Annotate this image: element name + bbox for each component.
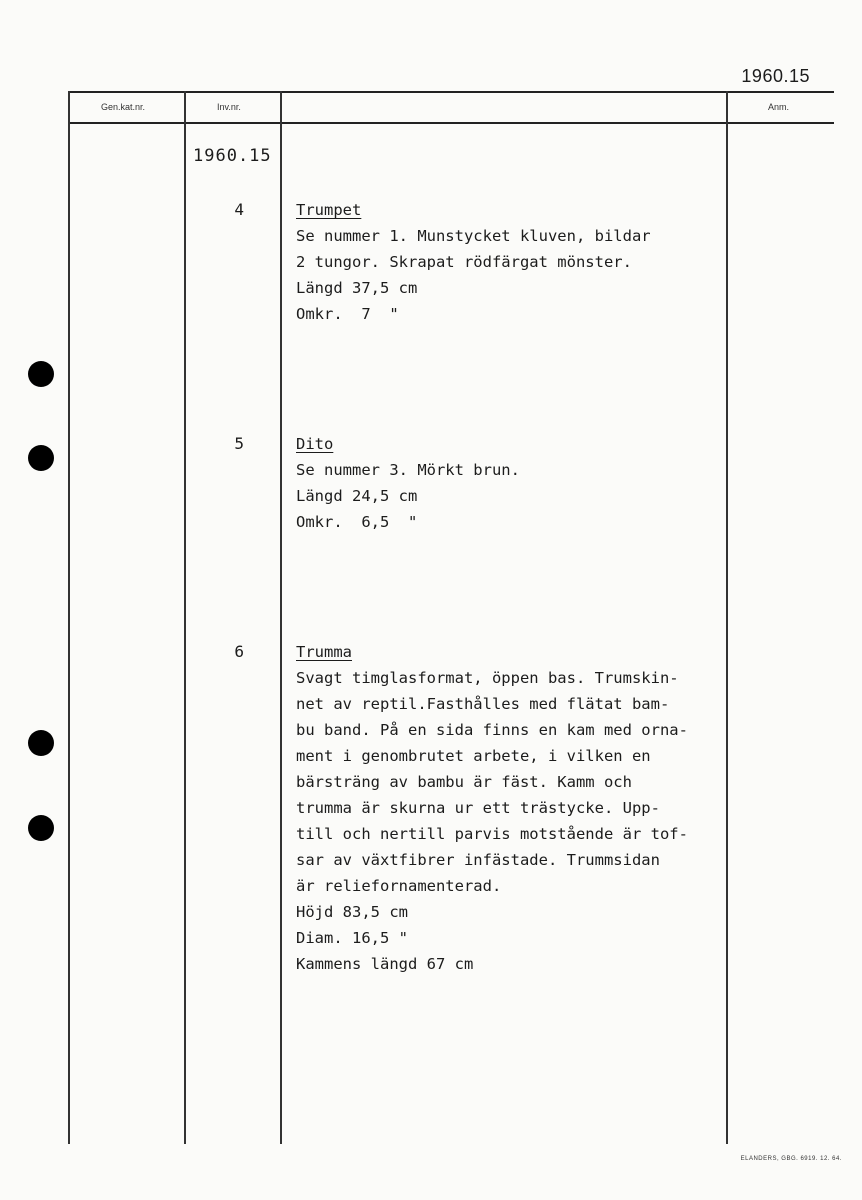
entry-line: Längd 37,5 cm <box>296 279 418 297</box>
printer-mark: ELANDERS, GBG. 6919. 12. 64. <box>740 1156 842 1162</box>
entry-line: Höjd 83,5 cm <box>296 903 408 921</box>
entry-line: Diam. 16,5 " <box>296 929 408 947</box>
punch-hole <box>28 815 54 841</box>
entry-line: Längd 24,5 cm <box>296 487 418 505</box>
entry-title: Trumma <box>296 643 352 661</box>
entry-number: 4 <box>234 200 244 219</box>
header-top-rule <box>68 91 834 93</box>
entry-trumpet <box>296 197 736 327</box>
entry-line: bärsträng av bambu är fäst. Kamm och <box>296 773 632 791</box>
column-divider-left <box>68 91 70 1144</box>
column-divider-text <box>280 91 282 1144</box>
entry-line: Omkr. 6,5 " <box>296 513 418 531</box>
entry-line: bu band. På en sida finns en kam med orna- <box>296 721 688 739</box>
catalog-number: 1960.15 <box>741 66 810 86</box>
entry-line: sar av växtfibrer infästade. Trummsidan <box>296 851 660 869</box>
header-bottom-rule <box>68 122 834 124</box>
entry-number: 5 <box>234 434 244 453</box>
entry-line: Kammens längd 67 cm <box>296 955 474 973</box>
inv-number: 1960.15 <box>193 146 272 166</box>
entry-line: ment i genombrutet arbete, i vilken en <box>296 747 651 765</box>
entry-title: Dito <box>296 435 334 453</box>
entry-line: 2 tungor. Skrapat rödfärgat mönster. <box>296 253 632 271</box>
entry-dito <box>296 431 736 535</box>
column-header-gen-kat-nr: Gen.kat.nr. <box>101 102 146 112</box>
entry-line: Se nummer 1. Munstycket kluven, bildar <box>296 227 651 245</box>
column-divider-inv <box>184 91 186 1144</box>
column-header-inv-nr: Inv.nr. <box>217 102 241 112</box>
punch-hole <box>28 445 54 471</box>
entry-line: net av reptil.Fasthålles med flätat bam- <box>296 695 670 713</box>
entry-line: till och nertill parvis motstående är tof- <box>296 825 688 843</box>
column-header-anm: Anm. <box>768 102 790 112</box>
entry-title: Trumpet <box>296 201 362 219</box>
entry-trumma <box>296 639 736 977</box>
entry-line: Omkr. 7 " <box>296 305 399 323</box>
punch-hole <box>28 361 54 387</box>
entry-line: Se nummer 3. Mörkt brun. <box>296 461 520 479</box>
entry-number: 6 <box>234 642 244 661</box>
punch-hole <box>28 730 54 756</box>
entry-line: Svagt timglasformat, öppen bas. Trumskin- <box>296 669 679 687</box>
entry-line: trumma är skurna ur ett trästycke. Upp- <box>296 799 660 817</box>
entry-line: är reliefornamenterad. <box>296 877 502 895</box>
